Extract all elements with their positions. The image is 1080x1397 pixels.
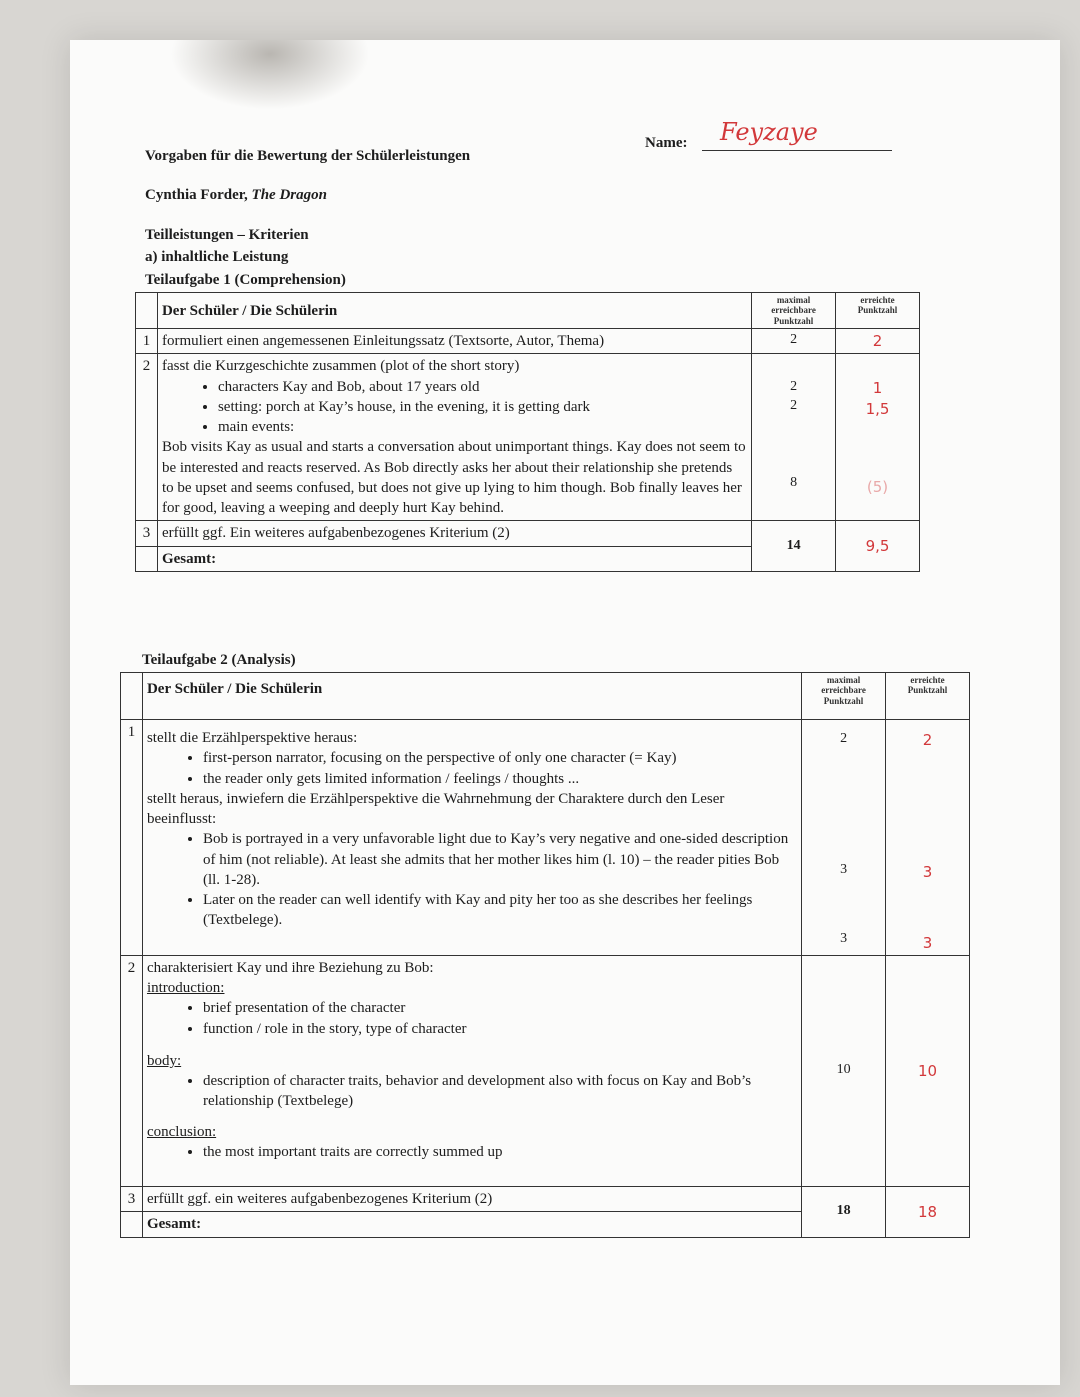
list-item: • Later on the reader can well identify with Kay and pity her too as she describes her feelings (Textbelege). [203, 890, 797, 931]
name-label: Name: [645, 135, 688, 151]
conclusion-label: conclusion: [146, 1123, 217, 1140]
staple-shadow [170, 40, 370, 110]
col-max: maximal erreichbare Punktzahl [752, 293, 836, 329]
total-label: Gesamt: [142, 1212, 801, 1237]
table-row [121, 955, 970, 1186]
table-row [136, 354, 920, 521]
name-line [702, 150, 892, 151]
list-item: • function / role in the story, type of character [203, 1019, 797, 1039]
total-achieved: 18 [886, 1187, 970, 1238]
plot-summary: Bob visits Kay as usual and starts a conversation about unimportant things. Kay does not seem to be interested and reacts reserved. As Bob directly asks her about their relationship she pretends to be upset and seems confused, but does not give up lying to him though. Bob finally leaves her for good, leaving a weeping and deeply hurt Kay behind. [161, 439, 746, 517]
col-student: Der Schüler / Die Schülerin [142, 673, 801, 720]
bullet-list [147, 748, 797, 789]
task2-header-row [121, 673, 970, 720]
list-item: • the most important traits are correctly summed up [203, 1142, 797, 1162]
col-max: maximal erreichbare Punktzahl [802, 673, 886, 720]
achieved-points-cell [836, 354, 920, 521]
total-max: 14 [752, 521, 836, 572]
document-title: Vorgaben für die Bewertung der Schülerleistungen [145, 148, 471, 164]
section-subtitle: a) inhaltliche Leistung [145, 249, 289, 265]
task1-header-row [136, 293, 920, 329]
col-student: Der Schüler / Die Schülerin [157, 293, 751, 329]
criterion-cell [142, 720, 801, 956]
max-points-cell [752, 354, 836, 521]
row-number: 2 [136, 354, 158, 521]
table-row [121, 720, 970, 956]
total-label: Gesamt: [157, 546, 751, 571]
row-number: 1 [136, 329, 158, 354]
list-item: • main events: [218, 417, 747, 437]
work-title: The Dragon [251, 187, 327, 203]
total-achieved: 9,5 [836, 521, 920, 572]
criterion-cell [142, 955, 801, 1186]
achieved-points: 10 [886, 955, 970, 1186]
list-item: • the reader only gets limited information / feelings / thoughts ... [203, 769, 797, 789]
bullet-list [147, 829, 797, 930]
max-points: 2 [790, 398, 798, 414]
criterion-text: charakterisiert Kay und ihre Beziehung zu Bob: [146, 959, 434, 976]
list-item: • first-person narrator, focusing on the perspective of only one character (= Kay) [203, 748, 797, 768]
document-sheet [70, 40, 1060, 1385]
total-spacer [121, 1212, 143, 1237]
table-row [136, 521, 920, 546]
max-points: 3 [840, 930, 848, 946]
achieved-points: 2 [922, 731, 933, 749]
total-max: 18 [802, 1187, 886, 1238]
work-citation [145, 187, 327, 204]
row-number: 3 [121, 1187, 143, 1212]
student-name: Feyzaye [720, 118, 818, 146]
introduction-label: introduction: [146, 980, 225, 996]
task1-title: Teilaufgabe 1 (Comprehension) [145, 272, 346, 288]
achieved-points: 1,5 [865, 399, 890, 418]
criterion-text: erfüllt ggf. ein weiteres aufgabenbezogenes Kriterium (2) [142, 1187, 801, 1212]
achieved-points-cell [886, 720, 970, 956]
list-item: • brief presentation of the character [203, 998, 797, 1018]
criterion-text: formuliert einen angemessenen Einleitungssatz (Textsorte, Autor, Thema) [157, 329, 751, 354]
bullet-list [162, 377, 747, 438]
task2-table [120, 672, 970, 1238]
list-item: • characters Kay and Bob, about 17 years old [218, 377, 747, 397]
list-item: • setting: porch at Kay’s house, in the evening, it is getting dark [218, 397, 747, 417]
max-points: 2 [752, 329, 836, 354]
bullet-list [147, 1142, 797, 1162]
criterion-text: erfüllt ggf. Ein weiteres aufgabenbezogenes Kriterium (2) [157, 521, 751, 546]
author-name: Cynthia Forder, [145, 187, 248, 203]
section-title: Teilleistungen – Kriterien [145, 227, 309, 243]
max-points: 8 [790, 475, 798, 491]
list-item: • description of character traits, behavior and development also with focus on Kay and Bob’s relationship (Textbelege) [203, 1071, 797, 1112]
task2-title: Teilaufgabe 2 (Analysis) [142, 652, 296, 668]
achieved-points: 3 [922, 863, 933, 882]
header-spacer [121, 673, 143, 720]
achieved-points: 3 [922, 933, 933, 952]
list-item: • Bob is portrayed in a very unfavorable light due to Kay’s very negative and one-sided description of him (not reliable). At least she admits that her mother likes him (l. 10) – the reader pities Bob (ll. 1-28). [203, 829, 797, 890]
row-number: 3 [136, 521, 158, 546]
col-achieved: erreichte Punktzahl [836, 293, 920, 329]
achieved-points: 1 [872, 379, 883, 398]
row-number: 1 [121, 720, 143, 956]
criterion-text: fasst die Kurzgeschichte zusammen (plot of the short story) [161, 358, 520, 375]
total-spacer [136, 546, 158, 571]
bullet-list [147, 1071, 797, 1112]
max-points: 2 [840, 731, 848, 746]
row-number: 2 [121, 955, 143, 1186]
max-points: 3 [840, 861, 848, 877]
table-row [136, 329, 920, 354]
achieved-points: 2 [836, 329, 920, 354]
criterion-cell [157, 354, 751, 521]
task1-table [135, 292, 920, 572]
criterion-text: stellt die Erzählperspektive heraus: [146, 730, 358, 746]
max-points: 10 [802, 955, 886, 1186]
body-label: body: [146, 1052, 182, 1069]
max-points: 2 [790, 379, 798, 395]
bullet-list [147, 998, 797, 1039]
criterion-text: stellt heraus, inwiefern die Erzählperspektive die Wahrnehmung der Charaktere durch den Leser beeinflusst: [146, 790, 725, 827]
header-spacer [136, 293, 158, 329]
achieved-points: (5) [866, 477, 889, 496]
col-achieved: erreichte Punktzahl [886, 673, 970, 720]
table-row [121, 1187, 970, 1212]
max-points-cell [802, 720, 886, 956]
